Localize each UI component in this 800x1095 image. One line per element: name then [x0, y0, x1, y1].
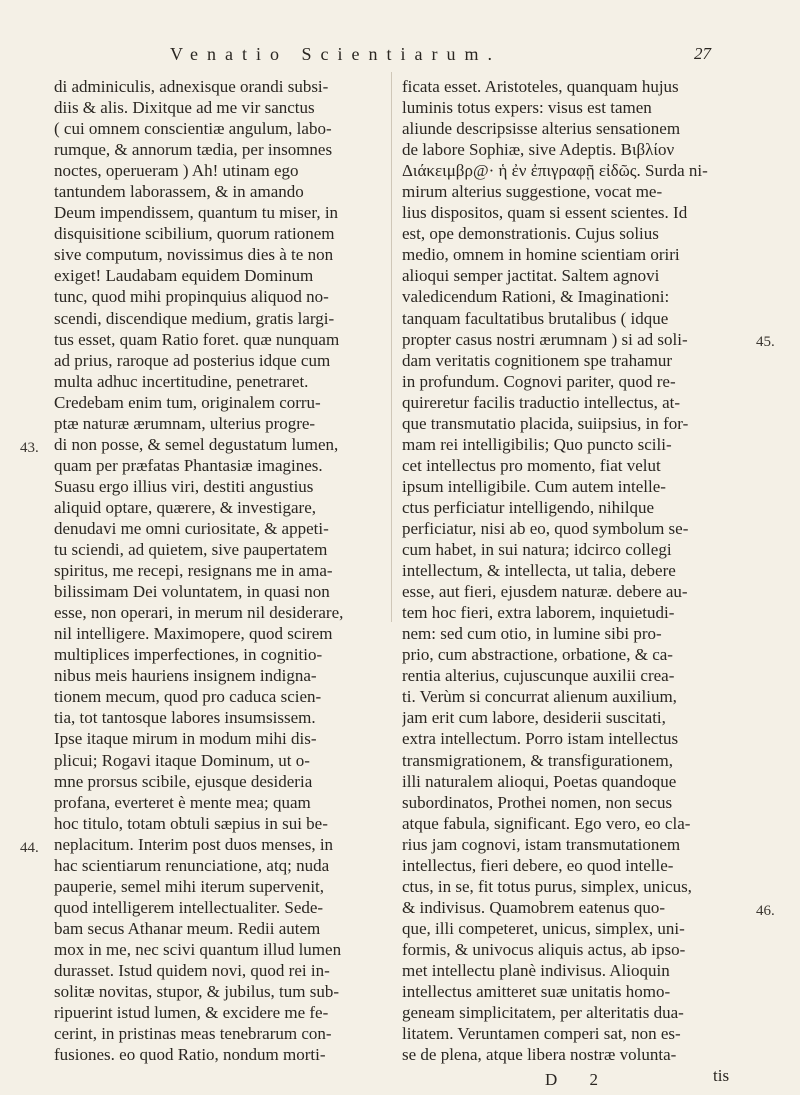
text-line: in profundum. Cognovi pariter, quod re- [402, 371, 676, 391]
text-line: tem hoc fieri, extra laborem, inquietudi- [402, 603, 675, 623]
text-line: subordinatos, Prothei nomen, non secus [402, 792, 673, 812]
text-line: durasset. Istud quidem novi, quod rei in- [54, 960, 330, 980]
signature-mark: D 2 [545, 1070, 613, 1089]
text-line: cum habet, in sui natura; idcirco collegi [402, 540, 672, 560]
text-line: ( cui omnem conscientiæ angulum, labo- [54, 119, 332, 139]
text-line: jam erit cum labore, desiderii suscitati, [402, 708, 666, 728]
right-column [402, 76, 740, 1065]
text-line: cerint, in pristinas meas tenebrarum con- [54, 1024, 332, 1044]
text-line: Credebam enim tum, originalem corru- [54, 392, 321, 412]
text-line: scendi, discendique medium, gratis largi- [54, 308, 335, 328]
text-line: quam per præfatas Phantasiæ imagines. [54, 455, 323, 475]
text-line: ficata esset. Aristoteles, quanquam hujus [402, 77, 679, 96]
text-line: di non posse, & semel degustatum lumen, [54, 434, 339, 454]
text-line: solitæ novitas, stupor, & jubilus, tum sub- [54, 982, 340, 1002]
text-line: tu sciendi, ad quietem, sive paupertatem [54, 540, 328, 560]
text-line: propter casus nostri ærumnam ) si ad soli- [402, 329, 688, 349]
text-line: nem: sed cum otio, in lumine sibi pro- [402, 624, 662, 644]
text-line: cet intellectus pro momento, fiat velut [402, 455, 661, 475]
text-line: aliquid optare, quærere, & investigare, [54, 497, 316, 517]
text-line: alioqui semper jactitat. Saltem agnovi [402, 266, 660, 286]
text-line: multa adhuc incertitudine, penetraret. [54, 371, 309, 391]
text-line: que, illi competeret, unicus, simplex, uni- [402, 918, 685, 938]
text-line: lius dispositos, quam si essent scientes. Id [402, 203, 688, 223]
text-line: rentia alterius, cujuscunque auxilii crea- [402, 666, 675, 686]
text-line: diis & alis. Dixitque ad me vir sanctus [54, 98, 315, 118]
text-line: ptæ naturæ ærumnam, ulterius progre- [54, 413, 316, 433]
text-line: que transmutatio placida, suiipsius, in for- [402, 413, 689, 433]
text-line: disquisitione scibilium, quorum rationem [54, 224, 335, 244]
text-line: esse, non operari, in merum nil desiderare, [54, 603, 344, 623]
text-line: bam secus Athanar meum. Redii autem [54, 918, 321, 938]
text-line: spiritus, me recepi, resignans me in ama- [54, 561, 333, 581]
text-line: multiplices imperfectiones, in cognitio- [54, 645, 323, 665]
text-line: tanquam facultatibus brutalibus ( idque [402, 308, 669, 328]
text-line: de labore Sophiæ, sive Adeptis. Βιβλίον [402, 140, 675, 160]
text-line: Διάκειμβρ@· ἡ ἐν ἐπιγραφῇ εἰδῶς. Surda ni- [402, 161, 708, 181]
margin-note-left-2: 44. [20, 840, 39, 856]
text-line: aliunde descripsisse alterius sensationem [402, 119, 681, 139]
text-line: fusiones. eo quod Ratio, nondum morti- [54, 1045, 326, 1065]
text-line: Suasu ergo illius viri, destiti angustius [54, 476, 314, 496]
text-line: mox in me, nec scivi quantum illud lumen [54, 939, 342, 959]
text-line: ti. Verùm si concurrat alienum auxilium, [402, 687, 677, 707]
text-line: Ipse itaque mirum in modum mihi dis- [54, 729, 317, 749]
text-line: nil intelligere. Maximopere, quod scirem [54, 624, 333, 644]
text-line: exiget! Laudabam equidem Dominum [54, 266, 314, 286]
text-line: di adminiculis, adnexisque orandi subsi- [54, 77, 329, 96]
text-line: ctus, in se, fit totus purus, simplex, unicus, [402, 876, 692, 896]
text-line: illi naturalem alioqui, Poetas quandoque [402, 771, 677, 791]
text-line: plicui; Rogavi itaque Dominum, ut o- [54, 750, 310, 770]
text-line: mam rei intelligibilis; Quo puncto scili- [402, 434, 672, 454]
margin-note-right-2: 46. [756, 903, 775, 919]
text-line: transmigrationem, & transfigurationem, [402, 750, 673, 770]
text-line: esse, aut fieri, ejusdem naturæ. debere au- [402, 582, 688, 602]
text-line: geneam simplicitatem, per alteritatis dua- [402, 1003, 684, 1023]
text-line: mirum alterius suggestione, vocat me- [402, 182, 663, 202]
text-line: est, ope demonstrationis. Cujus solius [402, 224, 659, 244]
text-line: bilissimam Dei voluntatem, in quasi non [54, 582, 330, 602]
text-line: prio, cum abstractione, orbatione, & ca- [402, 645, 673, 665]
margin-note-right-1: 45. [756, 334, 775, 350]
text-line: mne prorsus scibile, ejusque desideria [54, 771, 313, 791]
text-line: medio, omnem in homine scientiam oriri [402, 245, 680, 265]
text-line: & indivisus. Quamobrem eatenus quo- [402, 897, 665, 917]
text-line: litatem. Veruntamen comperi sat, non es- [402, 1024, 681, 1044]
text-line: ripuerint istud lumen, & excidere me fe- [54, 1003, 329, 1023]
text-line: hoc titulo, totam obtuli sæpius in sui be- [54, 813, 328, 833]
text-line: tunc, quod mihi propinquius aliquod no- [54, 287, 329, 307]
text-line: perficiatur, nisi ab eo, quod symbolum se- [402, 518, 689, 538]
text-line: tantundem laborassem, & in amando [54, 182, 304, 202]
text-line: se de plena, atque libera nostræ volunta- [402, 1045, 677, 1065]
text-line: sive computum, novissimus dies à te non [54, 245, 334, 265]
text-line: intellectus, fieri debere, eo quod intelle- [402, 855, 674, 875]
text-line: pauperie, semel mihi iterum supervenit, [54, 876, 325, 896]
text-line: tus esset, quam Ratio foret. quæ nunquam [54, 329, 340, 349]
text-line: neplacitum. Interim post duos menses, in [54, 834, 334, 854]
text-line: ad prius, raroque ad posterius idque cum [54, 350, 331, 370]
text-line: denudavi me omni curiositate, & appeti- [54, 518, 329, 538]
text-line: tionem mecum, quod pro caduca scien- [54, 687, 322, 707]
margin-note-left-1: 43. [20, 440, 39, 456]
text-line: valedicendum Rationi, & Imaginationi: [402, 287, 670, 307]
text-line: met intellectu planè indivisus. Alioquin [402, 960, 670, 980]
text-line: noctes, operueram ) Ah! utinam ego [54, 161, 299, 181]
text-line: intellectus amitteret suæ unitatis homo- [402, 982, 671, 1002]
text-line: quod intelligerem intellectualiter. Sede- [54, 897, 324, 917]
text-line: rumque, & annorum tædia, per insomnes [54, 140, 333, 160]
text-line: luminis totus expers: visus est tamen [402, 98, 652, 118]
text-line: rius jam cognovi, istam transmutationem [402, 834, 681, 854]
text-line: hac scientiarum renunciatione, atq; nuda [54, 855, 330, 875]
catchword: tis [713, 1066, 730, 1085]
text-line: nibus meis hauriens insignem indigna- [54, 666, 317, 686]
text-line: dam veritatis cognitionem spe trahamur [402, 350, 673, 370]
text-line: Deum impendissem, quantum tu miser, in [54, 203, 339, 223]
page-header [0, 44, 800, 72]
text-line: atque fabula, significant. Ego vero, eo cla- [402, 813, 691, 833]
text-line: ctus perficiatur intelligendo, nihilque [402, 497, 655, 517]
text-line: quireretur facilis traductio intellectus, at- [402, 392, 681, 412]
running-title: Venatio Scientiarum. [170, 44, 501, 64]
text-line: ipsum intelligibile. Cum autem intelle- [402, 476, 666, 496]
text-line: formis, & univocus aliquis actus, ab ipso- [402, 939, 686, 959]
text-line: intellectum, & intellecta, ut talia, debere [402, 561, 676, 581]
left-column [54, 76, 392, 1065]
text-line: tia, tot tantosque labores insumsissem. [54, 708, 316, 728]
text-line: extra intellectum. Porro istam intellectus [402, 729, 679, 749]
page-number: 27 [694, 44, 711, 63]
text-line: profana, everteret è mente mea; quam [54, 792, 311, 812]
